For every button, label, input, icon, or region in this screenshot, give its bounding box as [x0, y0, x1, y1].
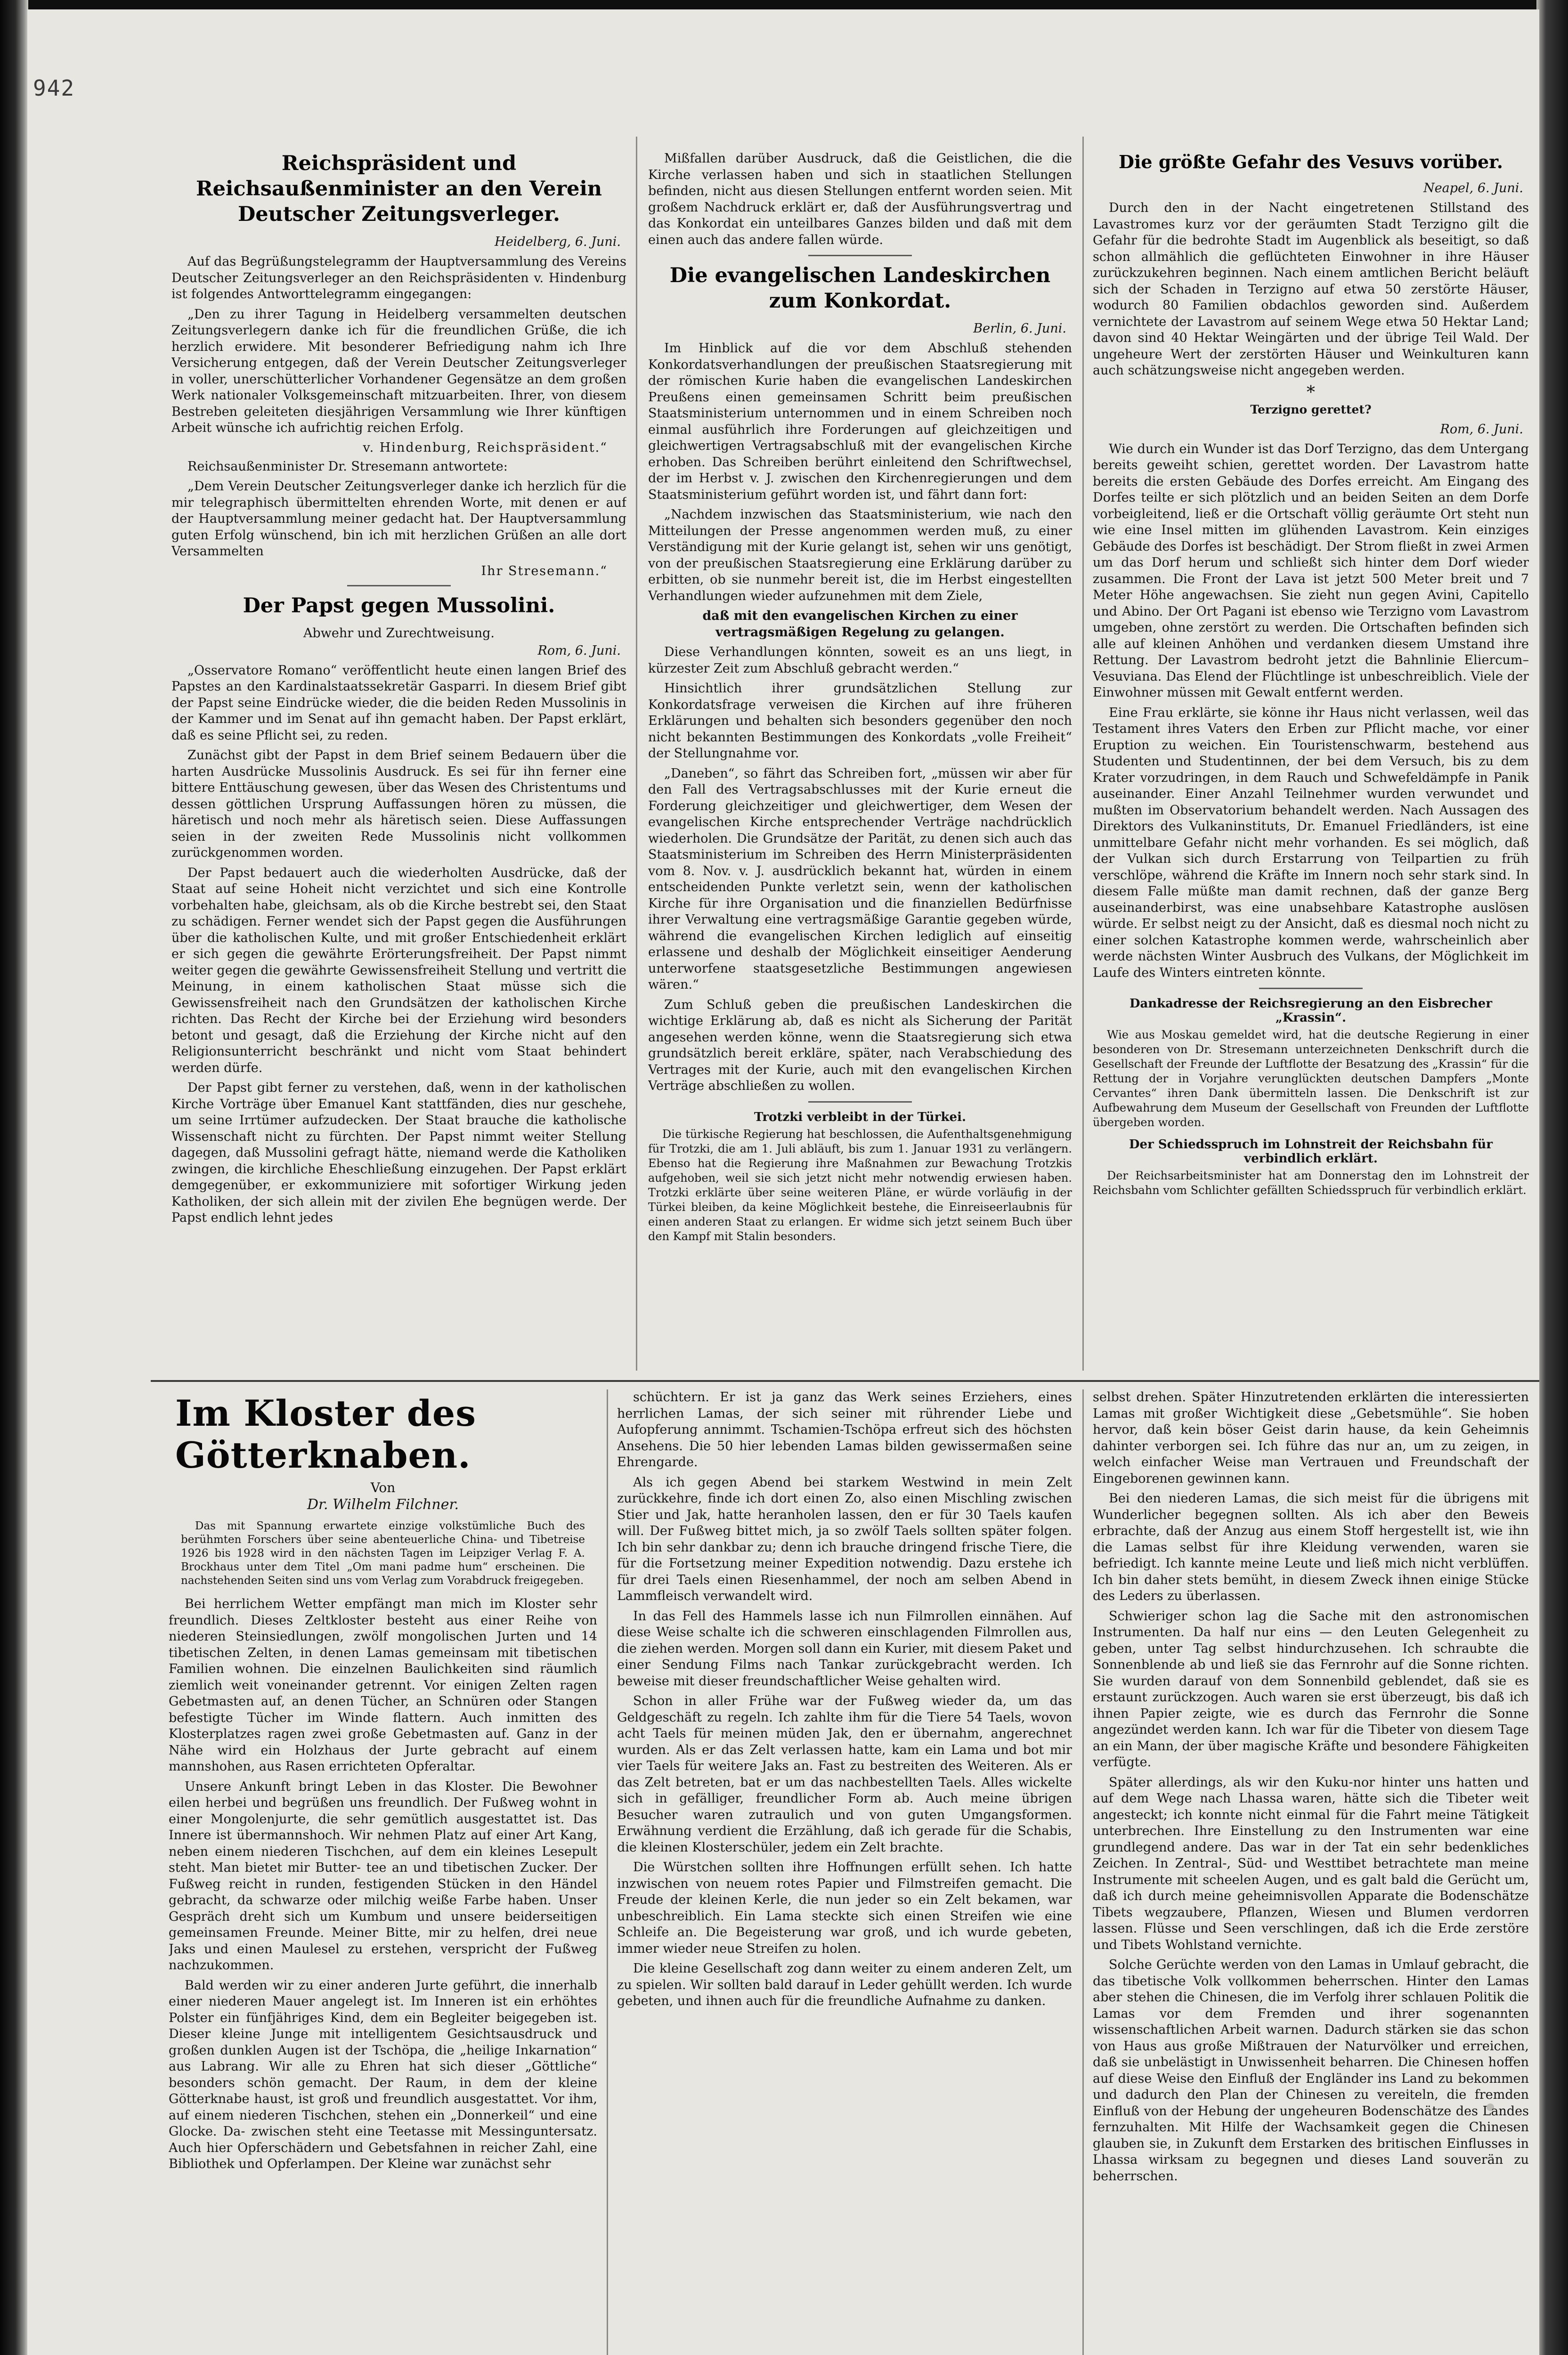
byline-von: Von — [370, 1480, 396, 1495]
headline-reichspraesident: Reichspräsident und Reichsaußenminister an den Verein Deutscher Zeitungsverleger. — [195, 152, 602, 226]
headline-trotzki: Trotzki verbleibt in der Türkei. — [754, 1110, 966, 1124]
article-paragraph: „Osservatore Romano“ veröffentlicht heute einen langen Brief des Papstes an den Kardinalstaatssekretär Gasparri. In diesem Brief gibt der Papst seine Eindrücke wieder, die die beiden Reden Mussolinis in der Kammer und im Senat auf ihn gemacht haben. Der Papst erklärt, daß es seine Pflicht sei, zu reden. — [171, 663, 626, 743]
article-paragraph: Schon in aller Frühe war der Fußweg wieder da, um das Geldgeschäft zu regeln. Ich zahlte ihm für die Tiere 54 Taels, wovon acht Taels für meinen müden Jak, den er übernahm, angerechnet wurden. Als er das Zelt verlassen hatte, kam ein Lama und bot mir vier Taels für weitere Jaks an. Fast zu bestreiten des Weiteren. Als er das Zelt betreten, bat er um das nachbestellten Taels. Alles wickelte sich in gefälliger, freundlicher Form ab. Auch meine übrigen Besucher waren zutraulich und von guten Umgangsformen. Erwähnung verdient die Erzählung, daß ich gerade für die Schabis, die kleinen Klosterschüler, jedem ein Zelt brachte. — [617, 1694, 1072, 1855]
article-separator — [1259, 988, 1363, 989]
article-paragraph: Diese Verhandlungen könnten, soweit es an uns liegt, in kürzester Zeit zum Abschluß gebracht werden.“ — [648, 645, 1072, 676]
article-paragraph: Auf das Begrüßungstelegramm der Hauptversammlung des Vereins Deutscher Zeitungsverleger an den Reichspräsidenten v. Hindenburg ist folgendes Antworttelegramm eingegangen: — [171, 254, 626, 301]
article-paragraph: Zunächst gibt der Papst in dem Brief seinem Bedauern über die harten Ausdrücke Mussolinis Ausdruck. Es sei für ihn ferner eine bittere Enttäuschung gewesen, über das Wesen des Christentums und dessen göttlichen Ursprung Auffassungen hören zu müssen, die häretisch und noch mehr als häretisch seien. Diese Auffassungen seien in der zweiten Rede Mussolinis nicht vollkommen zurückgenommen worden. — [171, 748, 626, 860]
article-paragraph: daß mit den evangelischen Kirchen zu einer vertragsmäßigen Regelung zu gelangen. — [702, 609, 1018, 640]
article-paragraph: Unsere Ankunft bringt Leben in das Kloster. Die Bewohner eilen herbei und begrüßen uns freundlich. Der Fußweg wohnt in einer Mongolenjurte, die sehr gemütlich ausgestattet ist. Das Innere ist übermannshoch. Wir nehmen Platz auf einer Art Kang, neben einem niederen Tischchen, auf dem ein kleines Lesepult steht. Man bietet mir Butter- tee an und tibetischen Zucker. Der Fußweg reicht in runden, festigenden Stücken in den Händel gebracht, da schwarze oder milchig weiße Farbe haben. Unser Gespräch dreht sich um Kumbum und unsere beiderseitigen gemeinsamen Freunde. Meiner Bitte, mir zu helfen, drei neue Jaks und einen Maulesel zu erstehen, verspricht der Fußweg nachzukommen. — [169, 1779, 597, 1973]
feature-intro: Das mit Spannung erwartete einzige volkstümliche Buch des berühmten Forschers über seine abenteuerliche China- und Tibetreise 1926 bis 1928 wird in den nächsten Tagen im Leipziger Verlag F. A. Brockhaus unter dem Titel „Om mani padme hum“ erscheinen. Die nachstehenden Seiten sind uns vom Verlag zum Vorabdruck freigegeben. — [181, 1520, 585, 1587]
article-paragraph: Später allerdings, als wir den Kuku-nor hinter uns hatten und auf dem Wege nach Lhassa waren, hätte sich die Tibeter weit angesteckt; ich konnte nicht einmal für die Fahrt meine Tätigkeit unterbrechen. Ihre Einstellung zu den Instrumenten war eine grundlegend andere. Das war in der Tat ein sehr bedenkliches Zeichen. In Zentral-, Süd- und Westtibet betrachtete man meine Instrumente mit scheelen Augen, und es galt bald die Gerücht um, daß ich durch meine geheimnisvollen Apparate die Bodenschätze Tibets wegzaubere, Pflanzen, Wiesen und Blumen verdorren lassen. Flüsse und Seen verschlingen, daß ich die Erde zerstöre und Tibets Wohlstand vernichte. — [1093, 1775, 1529, 1952]
subheadline: Abwehr und Zurechtweisung. — [303, 625, 495, 641]
article-paragraph: „Den zu ihrer Tagung in Heidelberg versammelten deutschen Zeitungsverlegern danke ich für die freundlichen Grüße, die ich herzlich erwidere. Mit besonderer Befriedigung nahm ich Ihre Versicherung entgegen, daß der Verein Deutscher Zeitungsverleger in voller, unerschütterlicher Vorhandener Gegensätze an dem großen Werk nationaler Volksgemeinschaft mitzuarbeiten. Ihrer, von diesem Bestreben geleiteten diesjährigen Versammlung wie Ihrer künftigen Arbeit wünsche ich aufrichtig reichen Erfolg. — [171, 307, 626, 435]
article-paragraph: „Nachdem inzwischen das Staatsministerium, wie nach den Mitteilungen der Presse angenommen werden muß, zu einer Verständigung mit der Kurie gelangt ist, sehen wir uns genötigt, von der preußischen Staatsregierung eine Erklärung darüber zu erbitten, ob sie nunmehr bereit ist, die im Herbst eingestellten Verhandlungen wieder aufzunehmen mit dem Ziele, — [648, 507, 1072, 603]
headline-papst: Der Papst gegen Mussolini. — [243, 593, 555, 617]
article-paragraph: In das Fell des Hammels lasse ich nun Filmrollen einnähen. Auf diese Weise schalte ich die schweren einschlagenden Filmrollen aus, die ziehen werden. Morgen soll dann ein Kurier, mit diesem Paket und einer Sendung Films nach Tankar zurückgebracht werden. Ich beweise mit dieser freundschaftlicher Weise gehalten wird. — [617, 1608, 1072, 1689]
column-rule — [1082, 1389, 1084, 2355]
article-paragraph: Solche Gerüchte werden von den Lamas in Umlauf gebracht, die das tibetische Volk vollkommen beherrschen. Hinter den Lamas aber stehen die Chinesen, die im Verfolg ihrer schlauen Politik die Lamas vor dem Fremden und ihrer sogenannten wissenschaftlichen Arbeit warnen. Dadurch stärken sie das schon von Haus aus große Mißtrauen der Naturvölker und erreichen, daß sie unbelästigt in Unwissenheit beharren. Die Chinesen hoffen auf diese Weise den Einfluß der Engländer ins Land zu bekommen und dadurch den Plan der Chinesen zu vereiteln, die fremden Einfluß von der Hebung der ungeheuren Bodenschätze des Landes fernzuhalten. Mit Hilfe der Wachsamkeit gegen die Chinesen glauben sie, in Zukunft dem Erstarken des britischen Einflusses in Lhassa wirksam zu begegnen und dieses Land souverän zu beherrschen. — [1093, 1957, 1529, 2184]
article-paragraph: Reichsaußenminister Dr. Stresemann antwortete: — [187, 459, 508, 474]
dateline: Rom, 6. Juni. — [537, 643, 621, 658]
article-paragraph: Bei den niederen Lamas, die sich meist für die übrigens mit Wunderlicher begegnen sollten. Als ich aber den Beweis erbrachte, daß der Anzug aus einem Stoff hergestellt ist, wie ihn die Lamas selbst für ihre Kleidung verwenden, waren sie befriedigt. Ich kannte meine Leute und ließ mich nicht verblüffen. Ich bin daher stets bemüht, in diesem Zweck ihnen einige Stücke des Leders zu überlassen. — [1093, 1491, 1529, 1603]
article-paragraph: „Dem Verein Deutscher Zeitungsverleger danke ich herzlich für die mir telegraphisch übermittelten ehrenden Worte, mit denen er auf der Hauptversammlung meiner gedacht hat. Der Hauptversammlung guten Erfolg wünschend, bin ich mit herzlichen Grüßen an alle dort Versammelten — [171, 479, 626, 559]
byline-author: Dr. Wilhelm Filchner. — [307, 1496, 459, 1513]
article-paragraph: Wie durch ein Wunder ist das Dorf Terzigno, das dem Untergang bereits geweiht schien, gerettet worden. Der Lavastrom hatte bereits die ersten Gebäude des Dorfes erreicht. Am Eingang des Dorfes teilte er sich plötzlich und an beiden Seiten an dem Dorfe vorbeigleitend, ließ er die Ortschaft völlig geräumte Ort steht nun wie eine Insel mitten im glühenden Lavastrom. Kein einziges Gebäude des Dorfes ist beschädigt. Der Strom fließt in zwei Armen um das Dorf herum und schließt sich hinter dem Dorf wieder zusammen. Die Front der Lava ist jetzt 500 Meter breit und 7 Meter Höhe angewachsen. Sie zieht nun gegen Avini, Capitello und Abino. Der Ort Pagani ist ebenso wie Terzigno vom Lavastrom umgeben, ohne zerstört zu werden. Die Ortschaften befinden sich alle auf kleinen Anhöhen und verdanken diesem Umstand ihre Rettung. Der Lavastrom bedroht jetzt die Bahnlinie Eliercum–Vesuviana. Das Elend der Flüchtlinge ist unbeschreiblich. Viele der Einwohner müssen mit Gewalt entfernt werden. — [1093, 441, 1529, 700]
column-rule — [607, 1389, 608, 2355]
column-rule — [636, 137, 637, 1371]
article-paragraph: Als ich gegen Abend bei starkem Westwind in mein Zelt zurückkehre, finde ich dort einen Zo, also einen Mischling zwischen Stier und Jak, hatte heranholen lassen, den er für 30 Taels kaufen will. Der Fußweg bittet mich, ja so zwölf Taels sollten später folgen. Ich bin sehr dankbar zu; denn ich brauche dringend frische Tiere, die für die Fortsetzung meiner Expedition notwendig. Dazu erstehe ich für drei Taels einen Riesenhammel, der noch am selben Abend in Lammfleisch verwandelt wird. — [617, 1475, 1072, 1603]
column-left — [171, 151, 626, 1371]
asterisk-separator: * — [1307, 382, 1315, 402]
column-middle — [648, 151, 1072, 1371]
headline-schiedsspruch: Der Schiedsspruch im Lohnstreit der Reichsbahn für verbindlich erklärt. — [1129, 1137, 1493, 1166]
feature-column-3 — [1093, 1389, 1529, 2355]
article-separator — [808, 1101, 912, 1103]
signature: Ihr Stresemann.“ — [481, 563, 608, 578]
dateline: Rom, 6. Juni. — [1440, 422, 1523, 437]
binding-shadow-right — [1536, 0, 1568, 2355]
headline-krassin: Dankadresse der Reichsregierung an den Eisbrecher „Krassin“. — [1129, 997, 1493, 1025]
article-paragraph: Im Hinblick auf die vor dem Abschluß stehenden Konkordatsverhandlungen der preußischen Staatsregierung mit der römischen Kurie haben die evangelischen Landeskirchen Preußens einen gemeinsamen Schritt beim preußischen Staatsministerium unternommen und in einem Schreiben noch einmal ausführlich ihre Forderungen auf gleichzeitigen und gleichwertigen Vertragsabschluß mit der evangelischen Kirche erhoben. Das Schreiben berührt einleitend den Schriftwechsel, der im Herbst v. J. zwischen den Kirchenregierungen und dem Staatsministerium geführt worden ist, und fährt dann fort: — [648, 341, 1072, 502]
article-paragraph: Die kleine Gesellschaft zog dann weiter zu einem anderen Zelt, um zu spielen. Wir sollten bald darauf in Leder gehüllt werden. Ich wurde gebeten, und ihnen auch für die freundliche Aufnahme zu danken. — [617, 1961, 1072, 2008]
article-paragraph: Die türkische Regierung hat beschlossen, die Aufenthaltsgenehmigung für Trotzki, die am 1. Juli abläuft, bis zum 1. Januar 1931 zu verlängern. Ebenso hat die Regierung ihre Maßnahmen zur Bewachung Trotzkis aufgehoben, weil sie sich jetzt nicht mehr notwendig erwiesen haben. Trotzki erklärte über seine weiteren Pläne, er würde vorläufig in der Türkei bleiben, da keine Möglichkeit bestehe, die Einreiseerlaubnis für einen anderen Staat zu erlangen. Er widme sich jetzt seinem Buch über den Kampf mit Stalin besonders. — [648, 1127, 1072, 1243]
page-number: 942 — [33, 75, 75, 101]
article-separator — [347, 585, 451, 586]
article-paragraph: Zum Schluß geben die preußischen Landeskirchen die wichtige Erklärung ab, daß es nicht als Sicherung der Parität angesehen werden könne, wenn die Staatsregierung sich etwa grundsätzlich bereit erkläre, später, nach Verabschiedung des Vertrages mit der Kurie, auch mit den evangelischen Kirchen Verträge abschließen zu wollen. — [648, 997, 1072, 1093]
dateline: Berlin, 6. Juni. — [973, 321, 1066, 336]
article-paragraph: Schwieriger schon lag die Sache mit den astronomischen Instrumenten. Da half nur eins — den Leuten Gelegenheit zu geben, unter Tag selbst hindurchzusehen. Ich schraubte die Sonnenblende ab und ließ sie das Fernrohr auf die Sonne richten. Sie wurden darauf von dem Sonnenbild geblendet, daß sie es erstaunt zurückzogen. Auch waren sie erst überzeugt, bis daß ich ihnen Papier zeigte, wie es durch das Fernrohr die Sonne angezündet werden kann. Ich war für die Tibeter von diesem Tage an ein Mann, der über magische Kräfte und besondere Fähigkeiten verfügte. — [1093, 1608, 1529, 1770]
subheadline: Terzigno gerettet? — [1250, 402, 1372, 416]
headline-landeskirchen: Die evangelischen Landeskirchen zum Konkordat. — [669, 264, 1051, 313]
article-paragraph: Bei herrlichem Wetter empfängt man mich im Kloster sehr freundlich. Dieses Zeltkloster besteht aus einer Reihe von niederen Steinsiedlungen, zwölf mongolischen Jurten und 14 tibetischen Zelten, in denen Lamas gemeinsam mit tibetischen Familien wohnen. Die einzelnen Baulichkeiten sind räumlich ziemlich weit voneinander getrennt. Vor einigen Zelten ragen Gebetmasten auf, an denen Tücher, an Schnüren oder Stangen befestigte Tücher im Winde flattern. Auch inmitten des Klosterplatzes ragen zwei große Gebetmasten auf. Ganz in der Nähe wird ein Holzhaus der Jurte gebracht auf einem mannshohen, aus Rasen errichteten Opferaltar. — [169, 1597, 597, 1774]
signature: v. Hindenburg, Reichspräsident.“ — [363, 440, 608, 455]
feature-column-2 — [617, 1389, 1072, 2355]
article-paragraph: Mißfallen darüber Ausdruck, daß die Geistlichen, die die Kirche verlassen haben und sich in staatlichen Stellungen befinden, nicht aus diesen Stellungen entfernt worden seien. Mit großem Nachdruck erklärt er, daß der Ausführungsvertrag und das Konkordat ein unteilbares Ganzes bilden und daß mit dem einen auch das andere fallen würde. — [648, 151, 1072, 247]
article-paragraph: Die Würstchen sollten ihre Hoffnungen erfüllt sehen. Ich hatte inzwischen von neuem rotes Papier und Filmstreifen gemacht. Die Freude der kleinen Kerle, die nun jeder so ein Zelt bekamen, war unbeschreiblich. Ein Lama steckte sich einen Streifen wie eine Schleife an. Die Begeisterung war groß, und ich wurde gebeten, immer wieder neue Streifen zu holen. — [617, 1860, 1072, 1956]
feature-column-1 — [169, 1389, 597, 2355]
article-paragraph: Der Papst gibt ferner zu verstehen, daß, wenn in der katholischen Kirche Vorträge über Emanuel Kant stattfänden, dies nur geschehe, um seine Irrtümer aufzudecken. Der Staat brauche die katholische Wissenschaft nicht zu fürchten. Der Papst nimmt weiter Stellung dagegen, daß Mussolini gefragt hätte, niemand werde die Katholiken zwingen, die kirchliche Eheschließung einzugehen. Der Papst erklärt demgegenüber, er exkommuniziere mit sofortiger Wirkung jeden Katholiken, der sich allein mit der zivilen Ehe begnügen werde. Der Papst endlich lehnt jedes — [171, 1080, 626, 1225]
article-paragraph: Der Papst bedauert auch die wiederholten Ausdrücke, daß der Staat auf seine Hoheit nicht verzichtet und sich eine Kontrolle vorbehalten habe, gleichsam, als ob die Kirche bestrebt sei, den Staat zu schädigen. Ferner wendet sich der Papst gegen die Ausführungen über die katholischen Kulte, und mit großer Entschiedenheit erklärt er sich gegen die gewährte Erörterungsfreiheit. Der Papst nimmt weiter gegen die gewährte Gewissensfreiheit Stellung und vertritt die Meinung, in einem katholischen Staat müsse sich die Gewissensfreiheit nach den Grundsätzen der katholischen Kirche richten. Das Recht der Kirche bei der Erziehung wird besonders betont und gesagt, daß die Erziehung der Kirche nicht auf den Religionsunterricht beschränkt und nicht vom Staat behindert werden dürfe. — [171, 865, 626, 1075]
section-divider — [151, 1380, 1539, 1382]
article-separator — [808, 255, 912, 256]
newspaper-page — [27, 9, 1539, 2355]
article-paragraph: Durch den in der Nacht eingetretenen Stillstand des Lavastromes kurz vor der geräumten Stadt Terzigno gilt die Gefahr für die bedrohte Stadt im Augenblick als beseitigt, so daß schon allmählich die geflüchteten Einwohner in ihre Häuser zurückzukehren beginnen. Nach einem amtlichen Bericht beläuft sich der Schaden in Terzigno auf etwa 50 zerstörte Häuser, wodurch 80 Familien obdachlos geworden sind. Außerdem vernichtete der Lavastrom auf seinem Wege etwa 50 Hektar Land; davon sind 40 Hektar Weingärten und der übrige Teil Wald. Der ungeheure Wert der zerstörten Häuser und Weinkulturen kann auch schätzungsweise nicht angegeben werden. — [1093, 201, 1529, 378]
article-paragraph: schüchtern. Er ist ja ganz das Werk seines Erziehers, eines herrlichen Lamas, der sich seiner mit rührender Liebe und Aufopferung annimmt. Tschamien-Tschöpa erfreut sich des höchsten Ansehens. Die 50 hier lebenden Lamas bilden gewissermaßen seine Ehrengarde. — [617, 1390, 1072, 1470]
dateline: Neapel, 6. Juni. — [1423, 181, 1523, 195]
column-right — [1093, 151, 1529, 1371]
column-rule — [1082, 137, 1084, 1371]
article-paragraph: Eine Frau erklärte, sie könne ihr Haus nicht verlassen, weil das Testament ihres Vaters den Erben zur Pflicht mache, vor einer Eruption zu weichen. Ein Touristenschwarm, bestehend aus Studenten und Studentinnen, der bei dem Versuch, bis zu dem Krater vorzudringen, in dem Rauch und Schwefeldämpfe in Panik auseinander. Einer Anzahl Teilnehmer wurden verwundet und mußten im Observatorium behandelt werden. Nach Aussagen des Direktors des Vulkaninstituts, Dr. Emanuel Friedländers, ist eine unmittelbare Gefahr nicht mehr vorhanden. Es sei möglich, daß der Vulkan sich durch Erstarrung von Teilpartien zu früh verschlöpe, während die Kräfte im Innern noch sehr stark sind. In diesem Falle müßte man damit rechnen, daß der ganze Berg auseinanderbirst, was eine unabsehbare Katastrophe auslösen würde. Er selbst neigt zu der Ansicht, daß es diesmal noch nicht zu einer solchen Katastrophe kommen werde, wahrscheinlich aber werde nächsten Winter Ausbruch des Vulkans, der Möglichkeit im Laufe des Winters eintreten könnte. — [1093, 705, 1529, 980]
article-paragraph: Bald werden wir zu einer anderen Jurte geführt, die innerhalb einer niederen Mauer angelegt ist. Im Inneren ist ein erhöhtes Polster ein fünfjähriges Kind, dem ein Begleiter beigegeben ist. Dieser kleine Junge mit intelligentem Gesichtsausdruck und großen dunklen Augen ist der Tschöpa, die „heilige Inkarnation“ aus Labrang. Wir alle zu Ehren hat sich dieser „Göttliche“ besonders schön gemacht. Der Raum, in dem der kleine Götterknabe haust, ist groß und freundlich ausgestattet. Vor ihm, auf einem niederen Tischchen, stehen ein „Donnerkeil“ und eine Glocke. Da- zwischen steht eine Teetasse mit Messinguntersatz. Auch hier Opferschädern und Gebetsfahnen in reicher Zahl, eine Bibliothek und Opferlampen. Der Kleine war zunächst sehr — [169, 1978, 597, 2171]
feature-title: Im Kloster des Götterknaben. — [175, 1392, 477, 1476]
binding-shadow-left — [0, 0, 28, 2355]
article-paragraph: Der Reichsarbeitsminister hat am Donnerstag den im Lohnstreit der Reichsbahn vom Schlichter gefällten Schiedsspruch für verbindlich erklärt. — [1093, 1169, 1529, 1197]
dateline: Heidelberg, 6. Juni. — [495, 235, 621, 249]
article-paragraph: Wie aus Moskau gemeldet wird, hat die deutsche Regierung in einer besonderen von Dr. Stresemann unterzeichneten Denkschrift durch die Gesellschaft der Freunde der Luftflotte der Besatzung des „Krassin“ für die Rettung der in Vorjahre verunglückten deutschen Dampfers „Monte Cervantes“ ihren Dank übermitteln lassen. Die Denkschrift ist zur Aufbewahrung dem Museum der Gesellschaft von Freunden der Luftflotte übergeben worden. — [1093, 1028, 1529, 1129]
article-paragraph: „Daneben“, so fährt das Schreiben fort, „müssen wir aber für den Fall des Vertragsabschlusses mit der Kurie erneut die Forderung gleichzeitiger und gleichwertiger, dem Wesen der evangelischen Kirche entsprechender Verträge nachdrücklich wiederholen. Die Grundsätze der Parität, zu denen sich auch das Staatsministerium im Schreiben des Herrn Ministerpräsidenten vom 8. Nov. v. J. ausdrücklich bekannt hat, würden in einem entscheidenden Punkte verletzt sein, wenn der katholischen Kirche für ihre Organisation und die finanziellen Bedürfnisse ihrer Verwaltung eine vertragsmäßige Garantie gegeben würde, während die evangelischen Kirchen lediglich auf einseitig erlassene und deshalb der Möglichkeit einseitiger Aenderung unterworfene staatsgesetzliche Bestimmungen angewiesen wären.“ — [648, 766, 1072, 992]
article-paragraph: Hinsichtlich ihrer grundsätzlichen Stellung zur Konkordatsfrage verweisen die Kirchen auf ihre früheren Erklärungen und behalten sich besonders gegenüber den noch nicht bekannten Bestimmungen des Konkordats „volle Freiheit“ der Stellungnahme vor. — [648, 681, 1072, 761]
headline-vesuv: Die größte Gefahr des Vesuvs vorüber. — [1119, 151, 1503, 172]
print-speck — [1487, 2103, 1494, 2111]
article-paragraph: selbst drehen. Später Hinzutretenden erklärten die interessierten Lamas mit großer Wichtigkeit diese „Gebetsmühle“. Sie hoben hervor, daß kein böser Geist darin hause, da kein Geheimnis dahinter verborgen sei. Ich führe das nur an, um zu zeigen, in welch einfacher Weise man Vertrauen und Freundschaft der Eingeborenen gewinnen kann. — [1093, 1390, 1529, 1486]
